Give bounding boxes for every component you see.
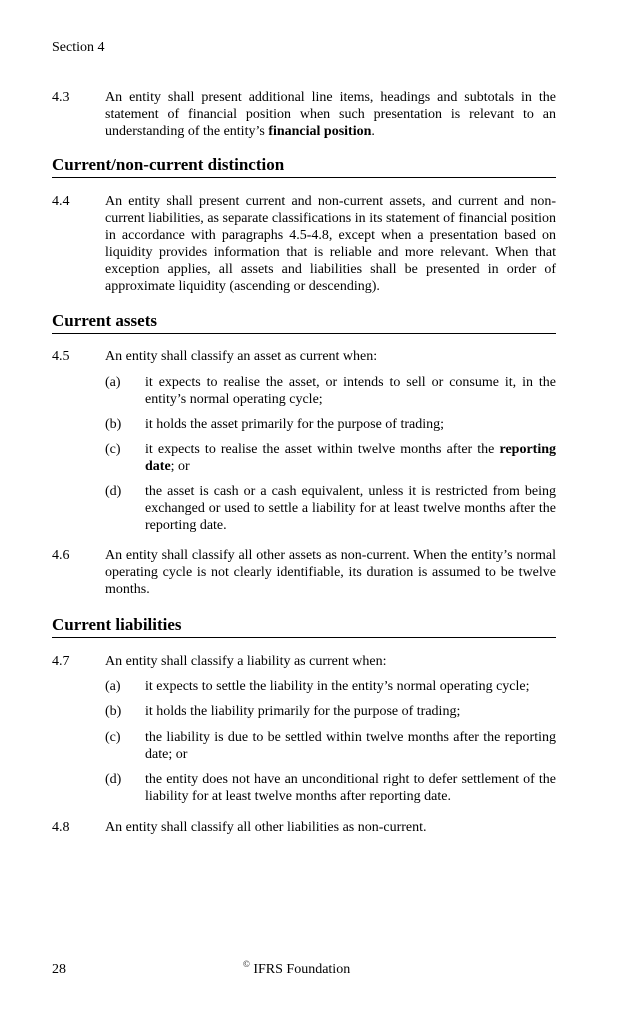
list-marker: (c) (105, 442, 121, 457)
section-heading-current-assets: Current assets (52, 311, 556, 334)
paragraph-4-5 (52, 348, 556, 365)
paragraph-text: An entity shall classify all other liabilities as non-current. (105, 820, 427, 835)
paragraph-4-8 (52, 819, 556, 836)
paragraph-number: 4.6 (52, 548, 70, 563)
list-item-text: it expects to realise the asset within twelve months after the reporting date; or (145, 442, 556, 474)
footer-copyright-text: IFRS Foundation (253, 962, 351, 977)
list-item-text: the asset is cash or a cash equivalent, unless it is restricted from being exchanged or used to settle a liability for at least twelve months after the reporting date. (145, 484, 556, 533)
defined-term: financial position (268, 124, 372, 139)
paragraph-4-6 (52, 547, 556, 598)
paragraph-number: 4.5 (52, 349, 70, 364)
list-item-text: it expects to settle the liability in the entity’s normal operating cycle; (145, 679, 530, 694)
list-item-4-7-a (105, 678, 556, 695)
list-item-4-5-a (105, 374, 556, 408)
list-item-4-5-d (105, 483, 556, 534)
paragraph-text: An entity shall present additional line items, headings and subtotals in the statement of financial position when such presentation is relevant to an understanding of the entity’s financial position. (105, 90, 556, 139)
list-item-4-7-c (105, 729, 556, 763)
list-marker: (d) (105, 484, 122, 499)
list-marker: (c) (105, 730, 121, 745)
list-item-text: the entity does not have an unconditional right to defer settlement of the liability for at least twelve months after reporting date. (145, 772, 556, 804)
page-number: 28 (52, 962, 66, 977)
list-marker: (b) (105, 704, 122, 719)
paragraph-number: 4.4 (52, 194, 70, 209)
list-item-text: the liability is due to be settled within twelve months after the reporting date; or (145, 730, 556, 762)
list-item-4-5-b (105, 416, 556, 433)
paragraph-text: An entity shall classify all other assets as non-current. When the entity’s normal operating cycle is not clearly identifiable, its duration is assumed to be twelve months. (105, 548, 556, 597)
section-heading-current-liabilities: Current liabilities (52, 615, 556, 638)
paragraph-text: An entity shall present current and non-current assets, and current and non-current liabilities, as separate classifications in its statement of financial position in accordance with paragraphs 4.5-4.8, except when a presentation based on liquidity provides information that is reliable and more relevant. When that exception applies, all assets and liabilities shall be presented in order of approximate liquidity (ascending or descending). (105, 194, 556, 294)
copyright-symbol: © (243, 959, 250, 969)
list-item-4-7-b (105, 703, 556, 720)
list-item-text: it holds the asset primarily for the purpose of trading; (145, 417, 444, 432)
list-item-4-5-c (105, 441, 556, 475)
list-marker: (b) (105, 417, 122, 432)
paragraph-text: An entity shall classify an asset as current when: (105, 349, 378, 364)
paragraph-text: An entity shall classify a liability as current when: (105, 654, 387, 669)
section-heading-current-non-current: Current/non-current distinction (52, 155, 556, 178)
paragraph-number: 4.3 (52, 90, 70, 105)
paragraph-number: 4.8 (52, 820, 70, 835)
list-marker: (d) (105, 772, 122, 787)
list-marker: (a) (105, 375, 121, 390)
list-marker: (a) (105, 679, 121, 694)
paragraph-4-3 (52, 89, 556, 140)
footer-copyright (243, 959, 351, 978)
list-item-4-7-d (105, 771, 556, 805)
running-header: Section 4 (52, 40, 105, 55)
paragraph-4-7 (52, 653, 556, 670)
list-item-text: it holds the liability primarily for the purpose of trading; (145, 704, 461, 719)
list-item-text: it expects to realise the asset, or intends to sell or consume it, in the entity’s normal operating cycle; (145, 375, 556, 407)
paragraph-4-4 (52, 193, 556, 295)
defined-term: reporting date (145, 442, 556, 474)
paragraph-number: 4.7 (52, 654, 70, 669)
